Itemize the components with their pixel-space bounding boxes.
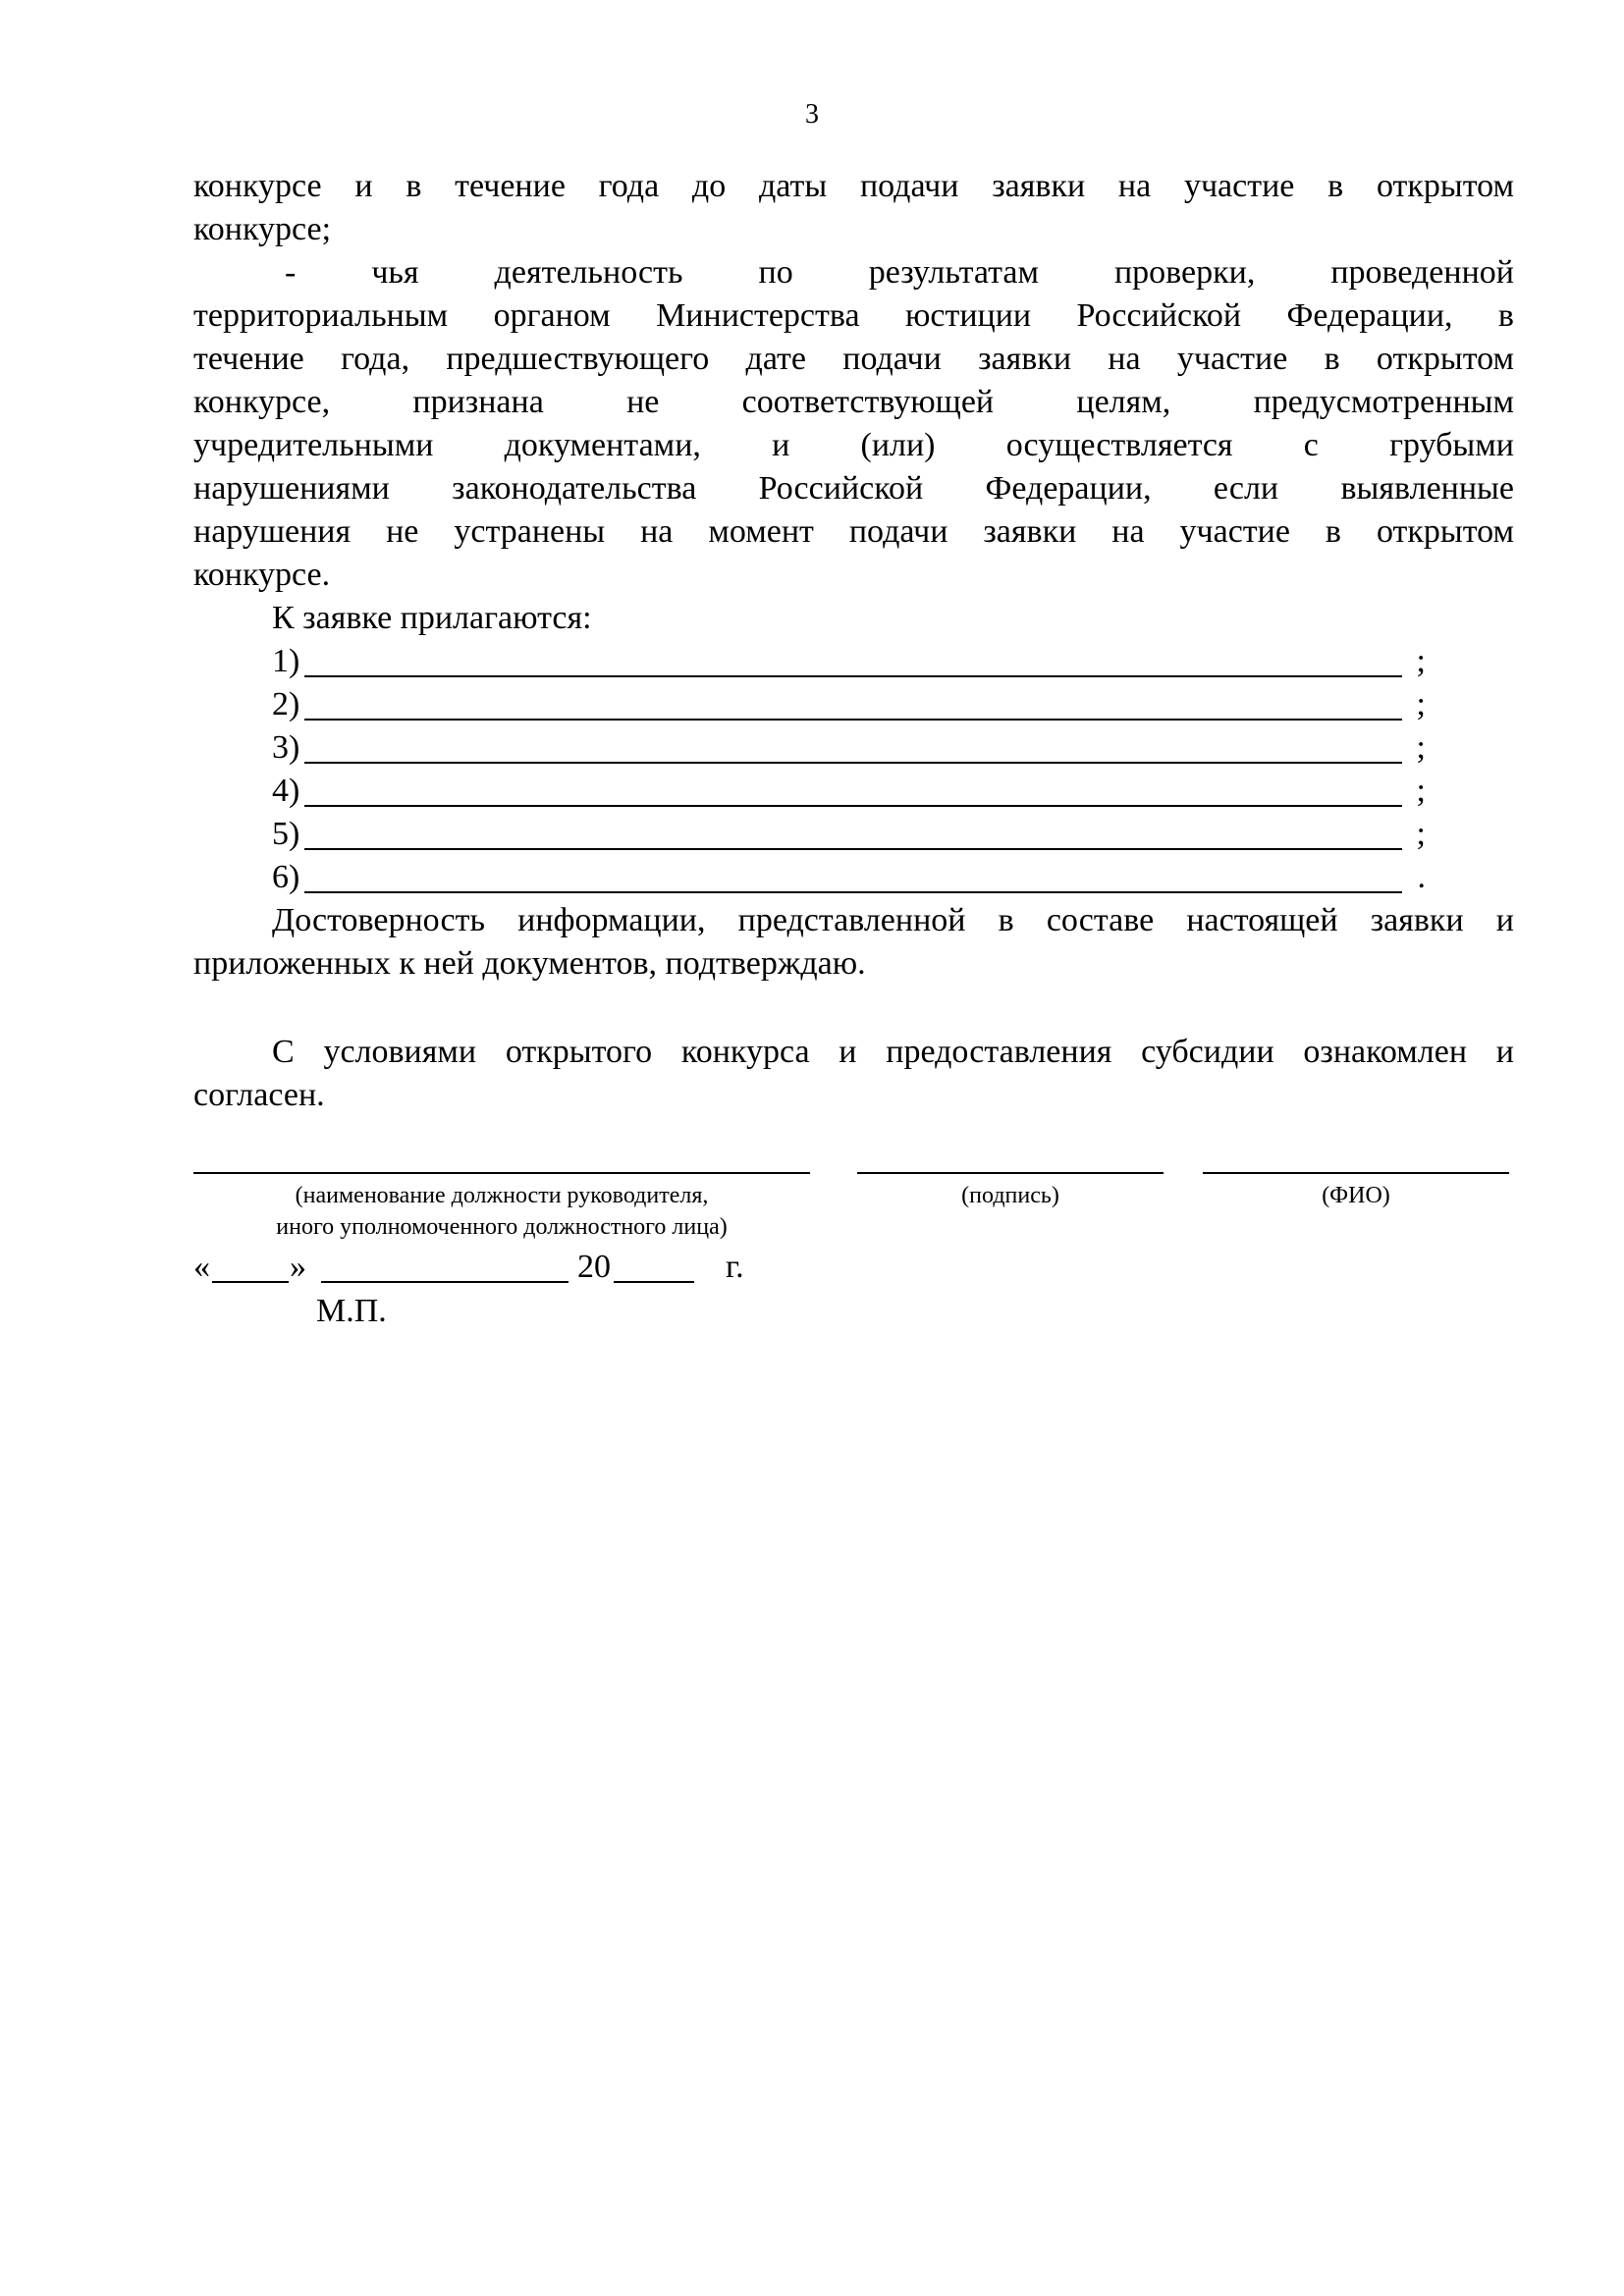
paragraph-line: учредительными документами, и (или) осуществляется с грубыми (193, 427, 1514, 463)
paragraph-line: конкурсе. (193, 557, 331, 593)
stamp-placeholder: М.П. (316, 1293, 387, 1329)
date-month-blank[interactable] (321, 1281, 568, 1283)
attachment-row[interactable] (272, 770, 1426, 813)
paragraph-line: нарушениями законодательства Российской Федерации, если выявленные (193, 470, 1514, 507)
date-year-blank[interactable] (614, 1281, 694, 1283)
position-signature-line[interactable] (193, 1172, 810, 1174)
signature-caption: (подпись) (961, 1183, 1059, 1208)
attachment-blank-line[interactable] (304, 675, 1402, 677)
attachment-number: 4) (272, 773, 300, 809)
attachment-blank-line[interactable] (304, 762, 1402, 764)
position-caption-line: иного уполномоченного должностного лица) (276, 1214, 728, 1240)
attachment-number: 1) (272, 643, 300, 679)
attachment-end-mark: ; (1416, 816, 1426, 852)
signature-line[interactable] (857, 1172, 1164, 1174)
date-day-blank[interactable] (212, 1281, 289, 1283)
attachment-row[interactable] (272, 813, 1426, 856)
date-year-prefix: 20 (577, 1249, 611, 1285)
position-caption (193, 1180, 810, 1243)
attachment-blank-line[interactable] (304, 848, 1402, 850)
paragraph-line: течение года, предшествующего дате подачи заявки на участие в открытом (193, 341, 1514, 377)
attachment-number: 6) (272, 859, 300, 895)
paragraph-line: конкурсе; (193, 211, 332, 247)
paragraph-line: территориальным органом Министерства юстиции Российской Федерации, в (193, 297, 1514, 334)
date-year-suffix: г. (726, 1249, 744, 1285)
attachments-heading: К заявке прилагаются: (272, 600, 592, 636)
date-row (193, 1246, 881, 1289)
confirmation-line: приложенных к ней документов, подтверждаю. (193, 945, 866, 982)
attachment-end-mark: ; (1416, 729, 1426, 766)
confirmation-line: Достоверность информации, представленной в составе настоящей заявки и (272, 902, 1514, 938)
attachment-row[interactable] (272, 683, 1426, 726)
date-close-quote: » (290, 1249, 306, 1285)
attachment-blank-line[interactable] (304, 805, 1402, 807)
attachment-end-mark: ; (1416, 643, 1426, 679)
agreement-line: согласен. (193, 1077, 325, 1113)
paragraph-line: - чья деятельность по результатам проверки, проведенной (285, 254, 1514, 291)
agreement-line: С условиями открытого конкурса и предоставления субсидии ознакомлен и (272, 1034, 1514, 1070)
attachment-end-mark: . (1417, 859, 1426, 895)
position-caption-line: (наименование должности руководителя, (295, 1183, 709, 1208)
attachment-end-mark: ; (1416, 773, 1426, 809)
name-signature-line[interactable] (1203, 1172, 1509, 1174)
paragraph-line: нарушения не устранены на момент подачи заявки на участие в открытом (193, 513, 1514, 550)
attachment-row[interactable] (272, 856, 1426, 899)
attachment-end-mark: ; (1416, 686, 1426, 722)
paragraph-line: конкурсе и в течение года до даты подачи заявки на участие в открытом (193, 168, 1514, 204)
attachment-number: 2) (272, 686, 300, 722)
attachment-blank-line[interactable] (304, 719, 1402, 721)
date-open-quote: « (193, 1249, 210, 1285)
attachment-row[interactable] (272, 640, 1426, 683)
attachment-number: 5) (272, 816, 300, 852)
attachment-number: 3) (272, 729, 300, 766)
page-number: 3 (805, 99, 819, 130)
name-caption: (ФИО) (1322, 1183, 1390, 1208)
attachment-row[interactable] (272, 726, 1426, 770)
attachment-blank-line[interactable] (304, 891, 1402, 893)
paragraph-line: конкурсе, признана не соответствующей целям, предусмотренным (193, 384, 1514, 420)
